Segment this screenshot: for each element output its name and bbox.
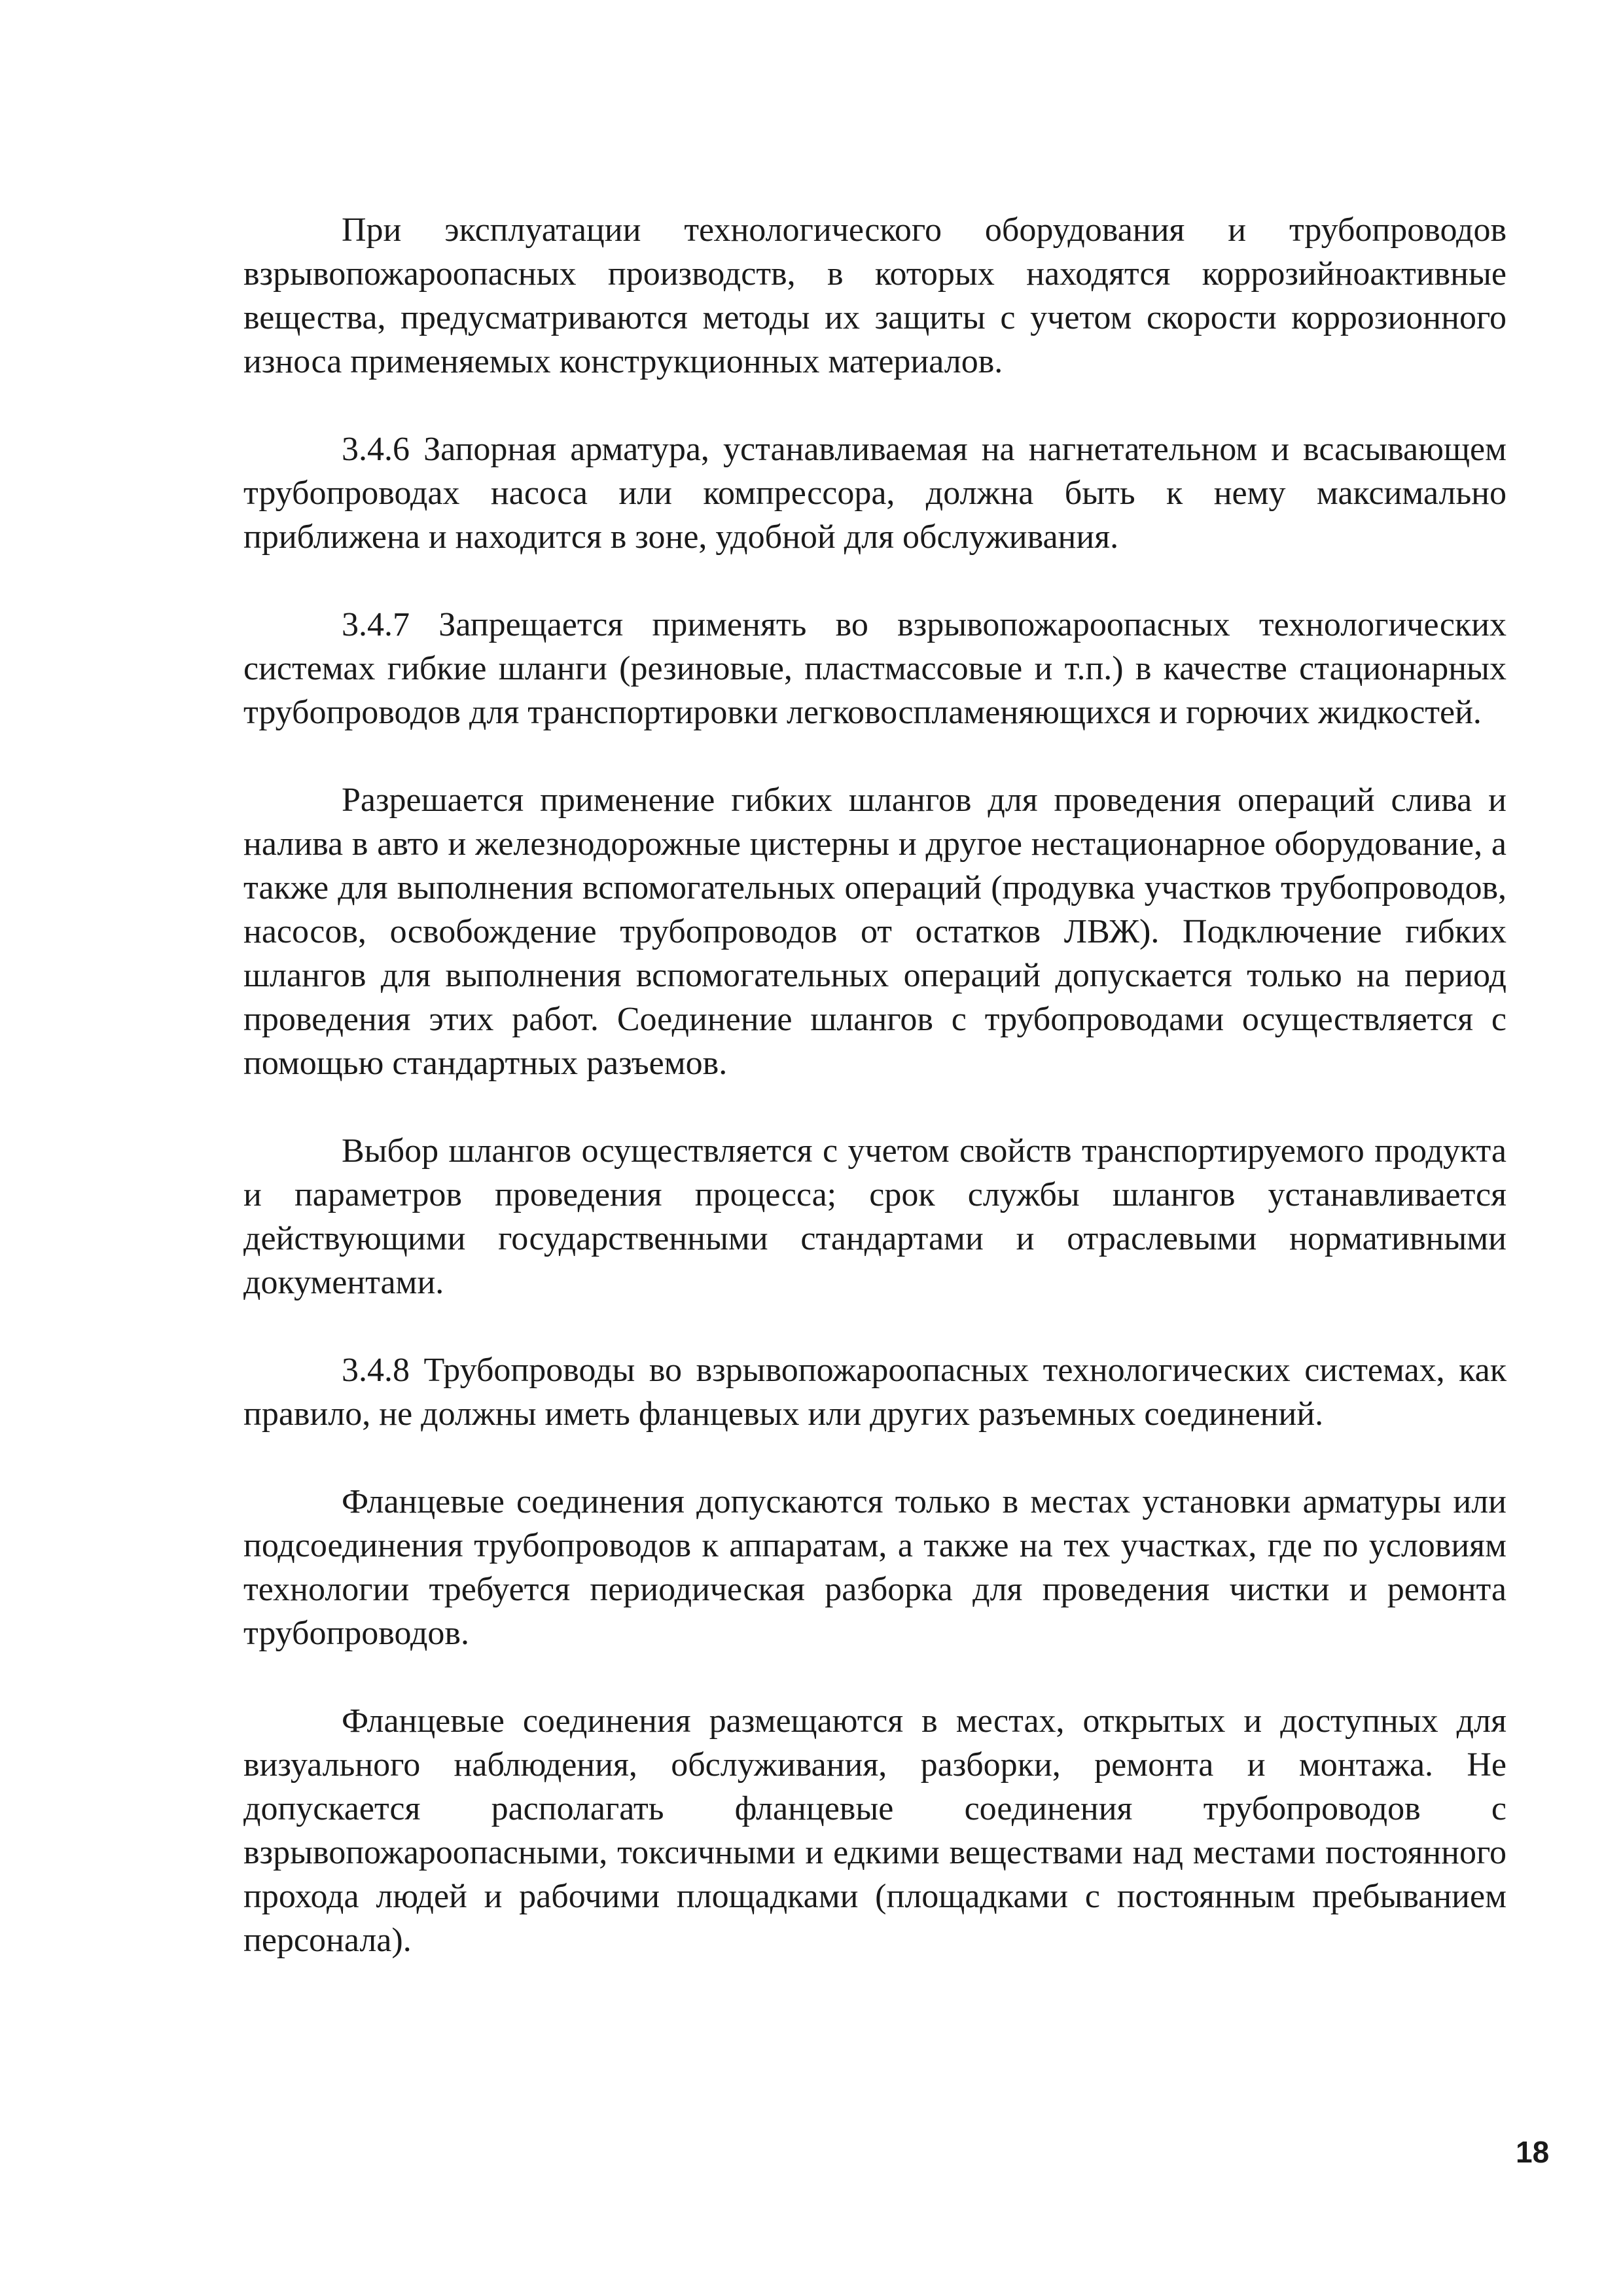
paragraph-3-4-6: 3.4.6 Запорная арматура, устанавливаемая на нагнетательном и всасывающем трубопроводах насоса или компрессора, должна быть к нему максимально приближена и находится в зоне, удобной для обслуживания.: [243, 431, 1507, 556]
body-text: [243, 208, 1507, 2006]
paragraph-flange-placement: Фланцевые соединения размещаются в местах, открытых и доступных для визуального наблюдения, обслуживания, разборки, ремонта и монтажа. Не допускается располагать фланцевые соединения трубопроводов с взрывопожароопасными, токсичными и едкими веществами над местами постоянного прохода людей и рабочими площадками (площадками с постоянным пребыванием персонала).: [243, 1702, 1507, 1959]
paragraph-flexible-hoses-allowed: Разрешается применение гибких шлангов для проведения операций слива и налива в авто и железнодорожные цистерны и другое нестационарное оборудование, а также для выполнения вспомогательных операций (продувка участков трубопроводов, насосов, освобождение трубопроводов от остатков ЛВЖ). Подключение гибких шлангов для выполнения вспомогательных операций допускается только на период проведения этих работ. Соединение шлангов с трубопроводами осуществляется с помощью стандартных разъемов.: [243, 781, 1507, 1082]
page-number: 18: [1516, 2135, 1550, 2169]
paragraph-hose-selection: Выбор шлангов осуществляется с учетом свойств транспортируемого продукта и параметров проведения процесса; срок службы шлангов устанавливается действующими государственными стандартами и отраслевыми нормативными документами.: [243, 1132, 1507, 1301]
paragraph-corrosion-protection: При эксплуатации технологического оборудования и трубопроводов взрывопожароопасных производств, в которых находятся коррозийноактивные вещества, предусматриваются методы их защиты с учетом скорости коррозионного износа применяемых конструкционных материалов.: [243, 211, 1507, 380]
paragraph-3-4-7: 3.4.7 Запрещается применять во взрывопожароопасных технологических системах гибкие шланги (резиновые, пластмассовые и т.п.) в качестве стационарных трубопроводов для транспортировки легковоспламеняющихся и горючих жидкостей.: [243, 606, 1507, 731]
paragraph-flange-connections-allowed: Фланцевые соединения допускаются только в местах установки арматуры или подсоединения трубопроводов к аппаратам, а также на тех участках, где по условиям технологии требуется периодическая разборка для проведения чистки и ремонта трубопроводов.: [243, 1483, 1507, 1652]
paragraph-3-4-8: 3.4.8 Трубопроводы во взрывопожароопасных технологических системах, как правило, не должны иметь фланцевых или других разъемных соединений.: [243, 1352, 1507, 1433]
